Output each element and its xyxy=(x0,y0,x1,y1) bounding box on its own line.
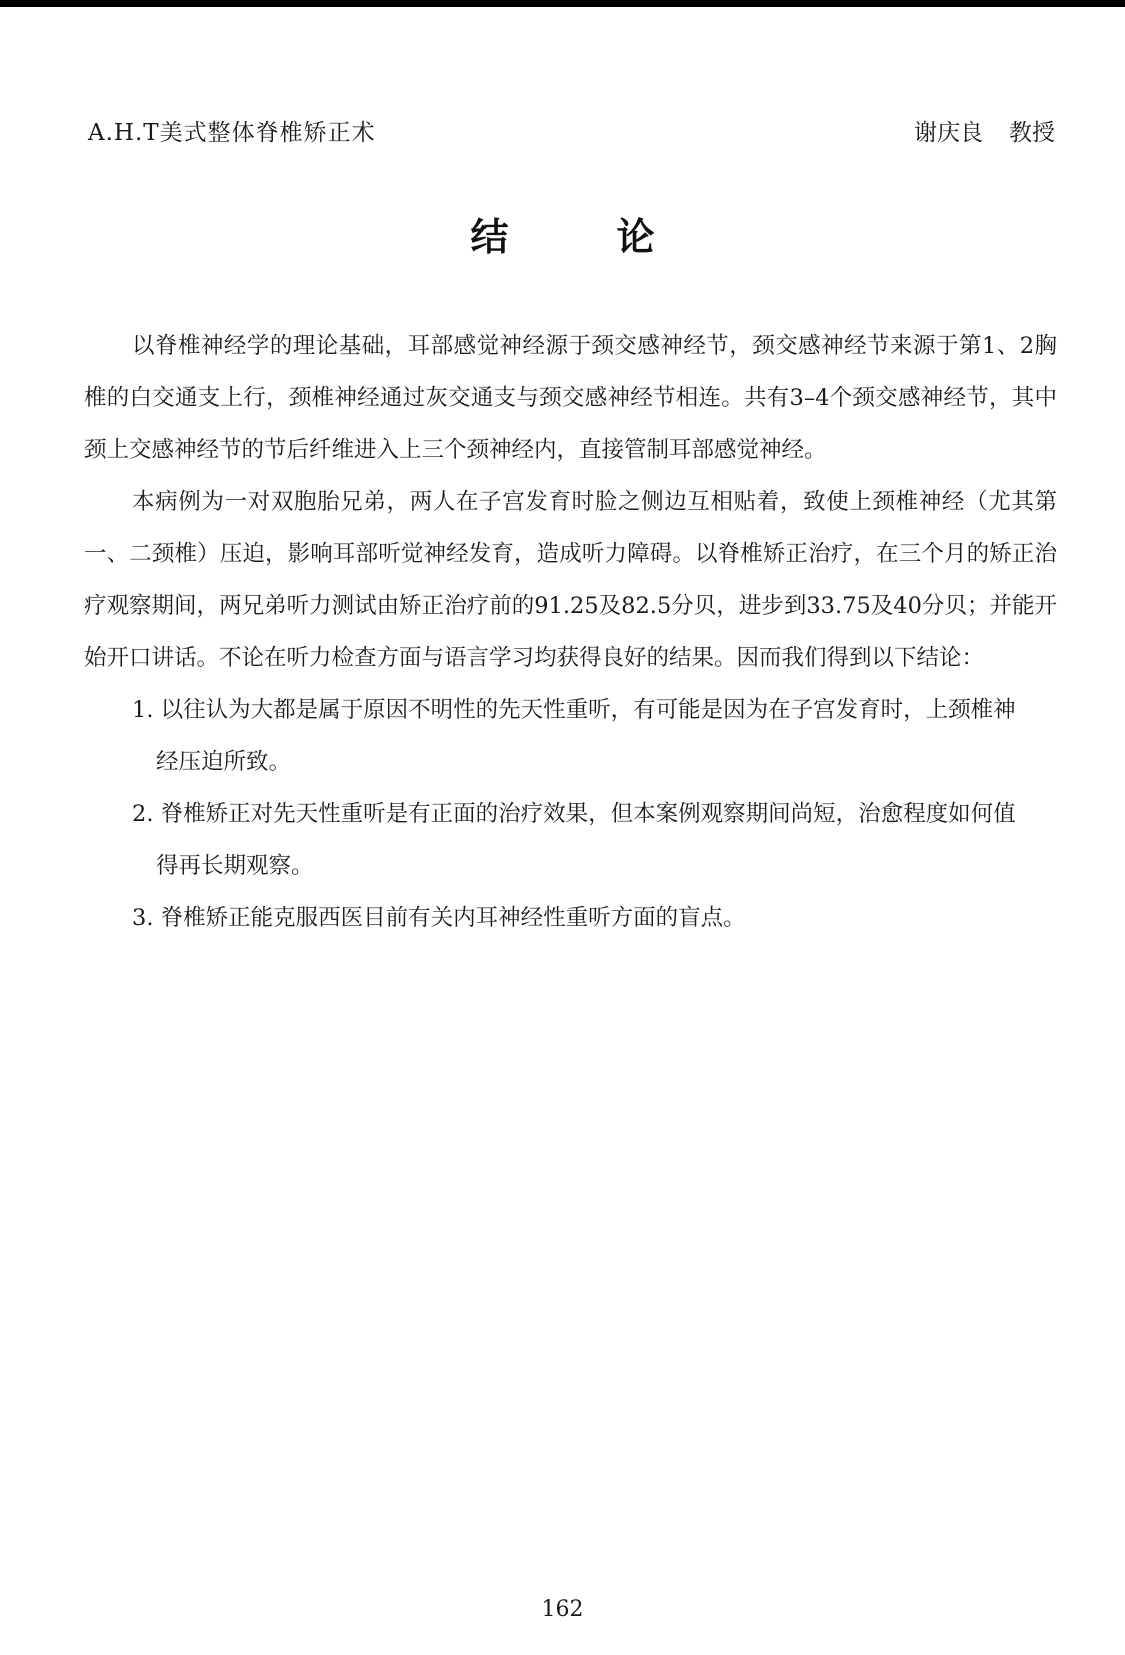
conclusion-item-3: 3. 脊椎矫正能克服西医目前有关内耳神经性重听方面的盲点。 xyxy=(132,905,746,931)
conclusion-item-2: 2. 脊椎矫正对先天性重听是有正面的治疗效果，但本案例观察期间尚短，治愈程度如何值 xyxy=(132,801,1016,827)
paragraph-2: 本病例为一对双胞胎兄弟，两人在子宫发育时脸之侧边互相贴着，致使上颈椎神经（尤其第一、二颈椎）压迫，影响耳部听觉神经发育，造成听力障碍。以脊椎矫正治疗，在三个月的矫正治疗观察期间，两兄弟听力测试由矫正治疗前的91.25及82.5分贝，进步到33.75及40分贝；并能开始开口讲话。不论在听力检查方面与语言学习均获得良好的结果。因而我们得到以下结论： xyxy=(84,489,1057,671)
author-name: 谢庆良 xyxy=(914,120,983,146)
author-title: 教授 xyxy=(1009,120,1055,146)
conclusion-item-2-continuation: 得再长期观察。 xyxy=(156,853,314,879)
body-text xyxy=(84,320,1057,944)
conclusion-item-1-continuation: 经压迫所致。 xyxy=(156,749,292,775)
running-header-book-title: A.H.T美式整体脊椎矫正术 xyxy=(88,120,376,146)
title-char-1: 结 xyxy=(470,214,509,259)
running-header-author xyxy=(914,114,1055,147)
page-number: 162 xyxy=(541,1597,584,1622)
paragraph-1: 以脊椎神经学的理论基础，耳部感觉神经源于颈交感神经节，颈交感神经节来源于第1、2胸椎的白交通支上行，颈椎神经通过灰交通支与颈交感神经节相连。共有3–4个颈交感神经节，其中颈上交感神经节的节后纤维进入上三个颈神经内，直接管制耳部感觉神经。 xyxy=(84,333,1057,463)
title-char-2: 论 xyxy=(616,214,655,259)
page-title xyxy=(0,206,1125,261)
conclusion-item-1: 1. 以往认为大都是属于原因不明性的先天性重听，有可能是因为在子宫发育时，上颈椎神 xyxy=(132,697,1016,723)
